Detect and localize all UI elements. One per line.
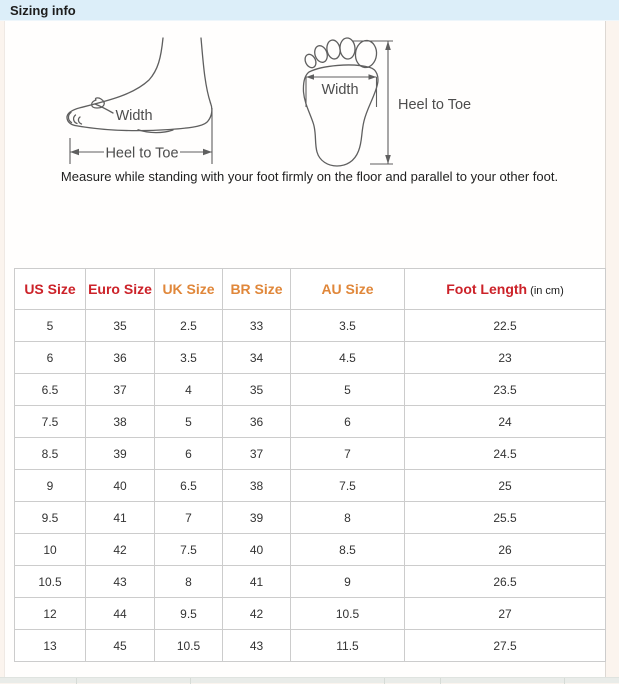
table-row — [15, 310, 606, 342]
table-cell: 8 — [155, 566, 223, 598]
section-header-bar — [0, 0, 619, 21]
column-header: BR Size — [223, 269, 291, 310]
table-header-row — [15, 269, 606, 310]
table-cell: 10.5 — [291, 598, 405, 630]
table-cell: 9.5 — [15, 502, 86, 534]
column-header: US Size — [15, 269, 86, 310]
table-row — [15, 534, 606, 566]
table-cell: 22.5 — [405, 310, 606, 342]
table-cell: 35 — [86, 310, 155, 342]
table-cell: 7.5 — [291, 470, 405, 502]
table-row — [15, 598, 606, 630]
table-cell: 23.5 — [405, 374, 606, 406]
table-cell: 24.5 — [405, 438, 606, 470]
table-cell: 7.5 — [155, 534, 223, 566]
table-cell: 9 — [15, 470, 86, 502]
table-cell: 7 — [291, 438, 405, 470]
side-width-label: Width — [115, 108, 153, 124]
column-header: AU Size — [291, 269, 405, 310]
table-cell: 7.5 — [15, 406, 86, 438]
table-cell: 2.5 — [155, 310, 223, 342]
table-cell: 25.5 — [405, 502, 606, 534]
table-cell: 33 — [223, 310, 291, 342]
table-row — [15, 502, 606, 534]
table-cell: 10.5 — [15, 566, 86, 598]
table-cell: 9 — [291, 566, 405, 598]
table-cell: 25 — [405, 470, 606, 502]
table-cell: 45 — [86, 630, 155, 662]
table-cell: 27.5 — [405, 630, 606, 662]
table-cell: 6 — [155, 438, 223, 470]
table-cell: 26.5 — [405, 566, 606, 598]
table-cell: 3.5 — [291, 310, 405, 342]
table-cell: 11.5 — [291, 630, 405, 662]
foot-bottom-view-icon — [303, 38, 378, 166]
table-cell: 43 — [86, 566, 155, 598]
table-cell: 38 — [86, 406, 155, 438]
table-cell: 8 — [291, 502, 405, 534]
table-cell: 40 — [223, 534, 291, 566]
table-cell: 37 — [86, 374, 155, 406]
table-cell: 41 — [86, 502, 155, 534]
table-cell: 5 — [155, 406, 223, 438]
table-cell: 35 — [223, 374, 291, 406]
table-row — [15, 342, 606, 374]
table-cell: 5 — [15, 310, 86, 342]
table-cell: 8.5 — [15, 438, 86, 470]
table-cell: 26 — [405, 534, 606, 566]
table-cell: 27 — [405, 598, 606, 630]
table-row — [15, 630, 606, 662]
table-cell: 13 — [15, 630, 86, 662]
table-cell: 8.5 — [291, 534, 405, 566]
bottom-view-measure-lines — [306, 41, 393, 164]
table-cell: 4 — [155, 374, 223, 406]
table-row — [15, 374, 606, 406]
table-cell: 41 — [223, 566, 291, 598]
table-cell: 40 — [86, 470, 155, 502]
table-row — [15, 406, 606, 438]
table-cell: 5 — [291, 374, 405, 406]
table-cell: 6 — [291, 406, 405, 438]
table-row — [15, 470, 606, 502]
column-header: Euro Size — [86, 269, 155, 310]
bottom-heel-to-toe-label: Heel to Toe — [398, 97, 472, 113]
column-header: Foot Length (in cm) — [405, 269, 606, 310]
table-cell: 34 — [223, 342, 291, 374]
table-cell: 10.5 — [155, 630, 223, 662]
table-cell: 12 — [15, 598, 86, 630]
table-cell: 36 — [223, 406, 291, 438]
foot-diagram-svg — [0, 30, 619, 175]
measure-instruction-text: Measure while standing with your foot firmly on the floor and parallel to your other foot. — [60, 169, 559, 184]
table-cell: 3.5 — [155, 342, 223, 374]
table-cell: 44 — [86, 598, 155, 630]
table-row — [15, 438, 606, 470]
table-cell: 38 — [223, 470, 291, 502]
table-cell: 7 — [155, 502, 223, 534]
table-cell: 43 — [223, 630, 291, 662]
table-cell: 37 — [223, 438, 291, 470]
bottom-width-label: Width — [321, 82, 359, 98]
table-cell: 23 — [405, 342, 606, 374]
table-cell: 39 — [86, 438, 155, 470]
section-title: Sizing info — [10, 3, 76, 18]
table-cell: 9.5 — [155, 598, 223, 630]
column-header: UK Size — [155, 269, 223, 310]
table-cell: 42 — [223, 598, 291, 630]
table-cell: 6.5 — [155, 470, 223, 502]
side-heel-to-toe-label: Heel to Toe — [105, 145, 179, 162]
table-cell: 6.5 — [15, 374, 86, 406]
table-cell: 42 — [86, 534, 155, 566]
table-row — [15, 566, 606, 598]
table-cell: 4.5 — [291, 342, 405, 374]
next-section-edge — [0, 677, 619, 683]
table-cell: 24 — [405, 406, 606, 438]
foot-measurement-diagrams — [0, 30, 619, 175]
size-conversion-table — [14, 268, 606, 662]
table-cell: 6 — [15, 342, 86, 374]
table-cell: 39 — [223, 502, 291, 534]
table-cell: 36 — [86, 342, 155, 374]
table-cell: 10 — [15, 534, 86, 566]
